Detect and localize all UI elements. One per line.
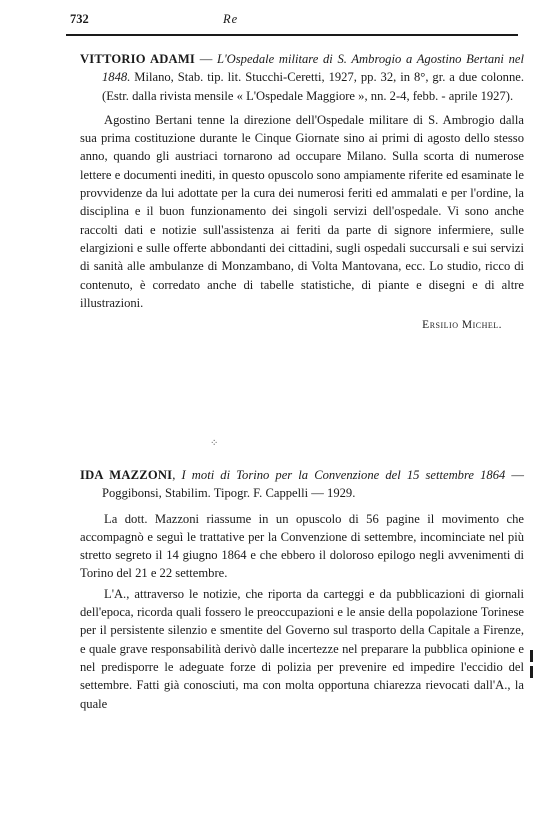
publication-details: — Poggibonsi, Stabilim. Tipogr. F. Cappelli — 1929. <box>102 468 524 501</box>
reviewed-work-title: L'Ospedale militare di S. Ambrogio a Agostino Bertani nel 1848. <box>102 52 524 85</box>
review-body <box>80 510 524 713</box>
running-head: Re <box>223 12 239 26</box>
review-adami <box>80 50 524 334</box>
review-paragraph: La dott. Mazzoni riassume in un opuscolo di 56 pagine il movimento che accompagnò e seguì le trattative per la Convenzione di settembre, incominciate nel più stretto segreto il 14 giugno 1864 e che ebbero il doloroso epilogo negli avvenimenti di Torino del 21 e 22 settembre. <box>80 511 524 581</box>
reviewed-work-title: I moti di Torino per la Convenzione del 15 settembre 1864 <box>181 468 506 482</box>
review-paragraph: Agostino Bertani tenne la direzione dell'Ospedale militare di S. Ambrogio dalla sua prima costituzione durante le Cinque Giornate sino ai primi di agosto dello stesso anno, quando gli austriaci tornarono ad occupare Milano. Sulla scorta di numerose lettere e documenti inediti, in questo opuscolo sono ampiamente riferite ed esaminate le provvidenze da lui adottate per la cura dei numerosi feriti ed ammalati e per l'ordine, la disciplina e il buon funzionamento dei singoli servizi dell'ospedale. Vi sono anche raccolti dati e notizie sull'assistenza ai feriti da parte di signore infermiere, sulle elargizioni e sulle offerte abbondanti dei cittadini, sugli ospedali succursali e sui servizi di sanità alle ambulanze di Monzambano, di Volta Mantovana, ecc. Lo studio, ricco di contenuto, è corredato anche di tabelle statistiche, di piante e disegni e di altre illustrazioni. <box>80 112 524 310</box>
review-author: IDA MAZZONI <box>80 468 173 482</box>
section-ornament: ⁘ <box>210 438 219 449</box>
review-citation <box>80 50 524 105</box>
review-author: VITTORIO ADAMI <box>80 52 196 66</box>
review-paragraph: L'A., attraverso le notizie, che riporta da carteggi e da pubblicazioni di giornali dell'epoca, ricorda quali fossero le preoccupazioni e le ansie della popolazione Torinese per il persistente silenzio e smentite del Governo sul trasporto della Capitale a Firenze, e quale grave responsabilità derivò dalle incertezze nel preparare la pubblica opinione e nel predisporre le adeguate forze di polizia per prevenire ed impedire l'eccidio del settembre. Fatti già conosciuti, ma con molta opportuna chiarezza rievocati dall'A., la quale <box>80 586 524 711</box>
citation-separator: — <box>195 52 217 66</box>
scan-edge-mark <box>530 650 533 662</box>
page-number: 732 <box>70 12 89 26</box>
page-header <box>70 12 526 30</box>
review-body <box>80 111 524 312</box>
review-mazzoni <box>80 466 524 713</box>
scan-edge-mark <box>530 666 533 678</box>
reviewer-signature: Ersilio Michel. <box>422 319 502 332</box>
publication-details: Milano, Stab. tip. lit. Stucchi-Ceretti, 1927, pp. 32, in 8°, gr. a due colonne. (Estr. dalla rivista mensile « L'Ospedale Maggiore », nn. 2-4, febb. - aprile 1927). <box>102 70 524 103</box>
review-citation <box>80 466 524 503</box>
header-rule <box>66 34 518 36</box>
citation-separator: , <box>172 468 182 482</box>
